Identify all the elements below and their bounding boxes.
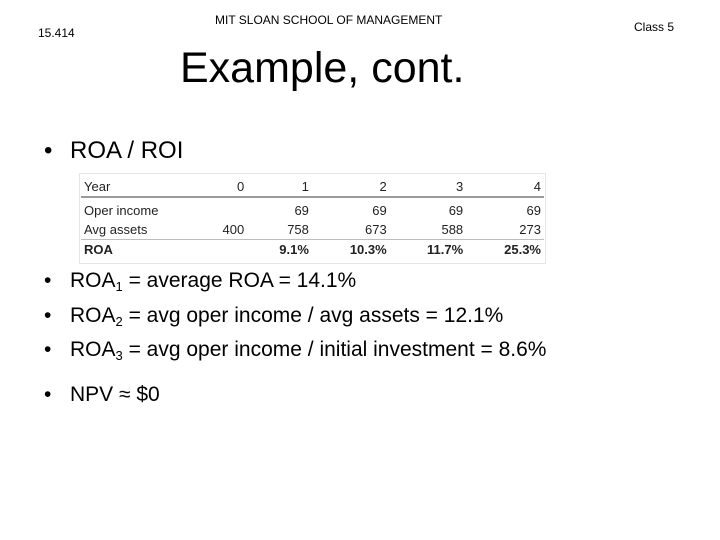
bullet-text: = avg oper income / initial investment = 8.6% (122, 338, 547, 361)
bullet-prefix: ROA (70, 338, 116, 361)
table-cell: 588 (390, 220, 466, 240)
table-header-cell: Year (81, 177, 197, 197)
table-cell (197, 201, 247, 220)
table-cell: 69 (294, 203, 309, 218)
table-header-cell: 2 (312, 177, 390, 197)
table-header-cell: 3 (390, 177, 466, 197)
bullet-subscript: 2 (115, 314, 123, 329)
table-cell: Oper income (84, 203, 159, 218)
table-cell: Avg assets (81, 220, 197, 240)
class-label: Class 5 (634, 20, 675, 34)
bullet-subscript: 1 (115, 279, 123, 294)
table-cell: ROA (84, 242, 113, 257)
bullet-dot: • (44, 304, 52, 327)
bullet-text: = avg oper income / avg assets = 12.1% (122, 304, 504, 327)
bullet-dot: • (44, 137, 53, 164)
school-name: MIT SLOAN SCHOOL OF MANAGEMENT (215, 13, 443, 27)
table-cell: 69 (372, 203, 387, 218)
roa-table (81, 177, 544, 259)
bullet-npv (44, 383, 160, 407)
bullet-prefix: ROA (70, 269, 116, 292)
table-cell (197, 240, 247, 260)
slide-title: Example, cont. (180, 44, 465, 92)
table-row (81, 220, 544, 240)
table-header-row (81, 177, 544, 197)
table-cell: 273 (466, 220, 544, 240)
table-cell: 69 (448, 203, 464, 218)
table-row (81, 201, 544, 220)
bullet-dot: • (44, 269, 52, 292)
bullet-text: NPV ≈ $0 (70, 383, 160, 406)
bullet-roa3 (44, 338, 546, 362)
roa-table-image (80, 174, 545, 263)
table-cell: 400 (197, 220, 247, 240)
bullet-roa-roi (44, 137, 183, 165)
table-row (81, 240, 544, 260)
bullet-prefix: ROA (70, 304, 116, 327)
table-cell: 758 (247, 220, 312, 240)
bullet-dot: • (44, 383, 52, 406)
table-header-cell: 0 (197, 177, 247, 197)
bullet-text: ROA / ROI (70, 137, 184, 164)
table-cell: 11.7% (427, 242, 464, 257)
table-cell: 9.1% (279, 242, 309, 257)
bullet-subscript: 3 (115, 348, 123, 363)
table-header-cell: 1 (247, 177, 312, 197)
table-cell: 69 (526, 203, 541, 218)
bullet-text: = average ROA = 14.1% (122, 269, 357, 292)
bullet-dot: • (44, 338, 52, 361)
course-code: 15.414 (38, 26, 75, 40)
bullet-roa2 (44, 304, 503, 328)
bullet-roa1 (44, 269, 356, 293)
table-header-cell: 4 (466, 177, 544, 197)
table-cell: 10.3% (349, 242, 387, 257)
table-cell: 673 (312, 220, 390, 240)
table-cell: 25.3% (504, 242, 541, 257)
